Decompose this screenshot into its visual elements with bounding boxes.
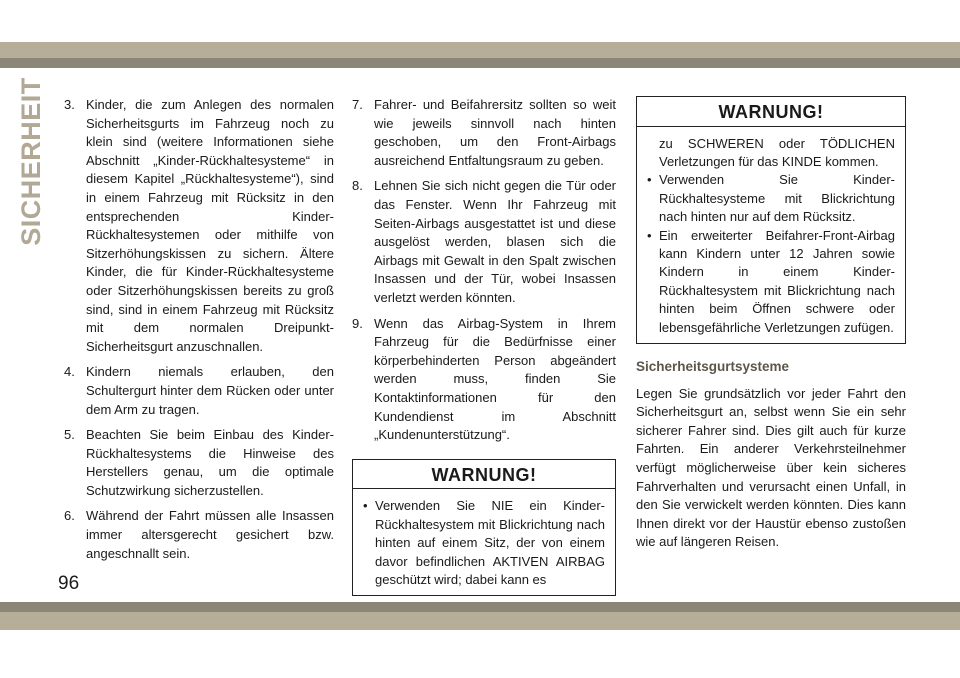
list-item (352, 96, 616, 170)
footer-area (0, 630, 960, 678)
list-item-number: 6. (64, 508, 75, 524)
section-tab-label: SICHERHEIT (15, 76, 46, 246)
section-side-tab (14, 76, 48, 246)
list-item (64, 96, 334, 356)
column-2 (352, 96, 616, 596)
list-item (64, 426, 334, 500)
warning-title: WARNUNG! (353, 460, 615, 490)
warning-box (636, 96, 906, 344)
list-item (352, 177, 616, 307)
top-band-dark-stripe (0, 58, 960, 68)
list-item-number: 7. (352, 97, 363, 112)
bottom-band (0, 602, 960, 630)
list-item-text: Beachten Sie beim Einbau des Kinder-Rückhaltesystems die Hinweise des Herstellers genau, um die optimale Schutzwirkung sicherzustellen. (86, 427, 334, 498)
bottom-band-light-stripe (0, 612, 960, 630)
warning-body (637, 127, 905, 343)
warning-title: WARNUNG! (637, 97, 905, 127)
top-band-light-stripe (0, 42, 960, 58)
warning-bullet-text: Verwenden Sie Kinder-Rückhaltesysteme mit Blickrichtung nach hinten nur auf dem Rücksitz. (659, 172, 895, 225)
page-number: 96 (58, 573, 80, 594)
warning-box (352, 459, 616, 597)
list-item-number: 9. (352, 315, 363, 331)
warning-continuation-text: zu SCHWEREN oder TÖDLICHEN Verletzungen für das KINDE kommen. (659, 135, 895, 169)
list-item-number: 8. (352, 178, 363, 194)
bullet-icon: • (647, 172, 652, 188)
list-item-text: Fahrer- und Beifahrersitz sollten so weit wie jeweils sinnvoll nach hinten geschoben, um den Front-Airbags ausreichend Entfaltungsraum zu geben. (374, 97, 616, 168)
bullet-icon: • (647, 227, 652, 243)
list-item (64, 507, 334, 563)
body-paragraph: Legen Sie grundsätzlich vor jeder Fahrt den Sicherheitsgurt an, selbst wenn Sie ein sehr sicherer Fahrer sind. Dies gilt auch für kurze Fahrten. Ein anderer Verkehrsteilnehmer verfügt möglicherweise über kein sicheres Fahrverhalten und verursacht einen Unfall, in den Sie verwickelt werden könnten. Dies kann Ihnen direkt vor der Haustür ebenso zustoßen wie auf längeren Reisen. (636, 385, 906, 550)
list-item (352, 315, 616, 445)
list-item-number: 3. (64, 97, 75, 112)
warning-bullet (647, 171, 895, 226)
list-item-text: Lehnen Sie sich nicht gegen die Tür oder das Fenster. Wenn Ihr Fahrzeug mit Seiten-Airbags ausgestattet ist und diese ausgelöst werden, blasen sich die Airbags mit Gewalt in den Spalt zwischen Insassen und der Tür, wobei Insassen verletzt werden könnten. (374, 178, 616, 305)
list-item-text: Kindern niemals erlauben, den Schultergurt hinter dem Rücken oder unter dem Arm zu tragen. (86, 364, 334, 417)
column-3 (636, 96, 906, 552)
list-item-text: Während der Fahrt müssen alle Insassen immer altersgerecht gesichert bzw. angeschnallt sein. (86, 508, 334, 561)
list-item-text: Kinder, die zum Anlegen des normalen Sicherheitsgurts im Fahrzeug noch zu klein sind (weitere Informationen siehe Abschnitt „Kinder-Rückhaltesysteme“ in diesem Kapitel „Rückhaltesysteme“), sind in einem Fahrzeug mit Rücksitz in den entsprechenden Kinder-Rückhaltesystemen oder mithilfe von Sitzerhöhungskissen zu sichern. Ältere Kinder, die für Kinder-Rückhaltesysteme oder Sitzerhöhungskissen bereits zu groß sind, sind in einem Fahrzeug mit Rücksitz mit dem normalen Dreipunkt-Sicherheitsgurt anzuschnallen. (86, 97, 334, 354)
bullet-icon: • (363, 498, 368, 514)
list-item-number: 4. (64, 364, 75, 380)
warning-bullet (363, 497, 605, 589)
top-band (0, 0, 960, 42)
list-item-number: 5. (64, 427, 75, 443)
list-item (64, 363, 334, 419)
section-heading: Sicherheitsgurtsysteme (636, 359, 790, 375)
list-item-text: Wenn das Airbag-System in Ihrem Fahrzeug für die Bedürfnisse einer körperbehinderten Person abgeändert werden muss, finden Sie Kontaktinformationen für den Kundendienst im Abschnitt „Kundenunterstützung“. (374, 315, 616, 443)
column-1 (64, 96, 334, 570)
warning-body (353, 489, 615, 595)
warning-bullet (647, 227, 895, 337)
warning-bullet-text: Ein erweiterter Beifahrer-Front-Airbag kann Kindern unter 12 Jahren sowie Kindern in einem Kinder-Rückhaltesystem mit Blickrichtung nach hinten beim Öffnen schwere oder lebensgefährliche Verletzungen zufügen. (659, 227, 895, 335)
warning-bullet-text: Verwenden Sie NIE ein Kinder-Rückhaltesystem mit Blickrichtung nach hinten auf einem Sitz, der von einem davor befindlichen AKTIVEN AIRBAG geschützt wird; dabei kann es (375, 498, 605, 587)
